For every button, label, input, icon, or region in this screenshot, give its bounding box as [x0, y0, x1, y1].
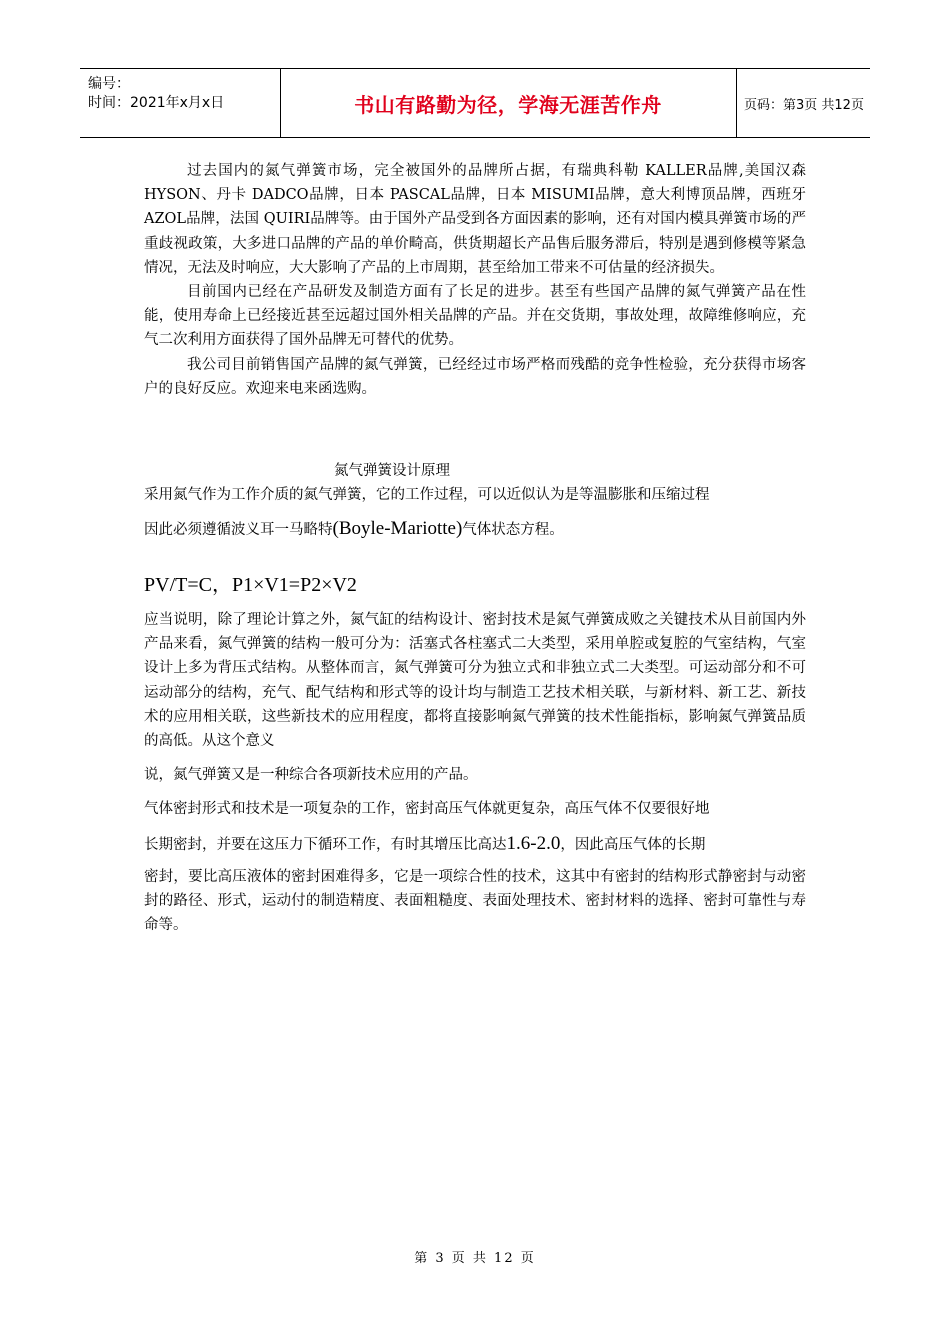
paragraph-1: 过去国内的氮气弹簧市场，完全被国外的品牌所占据，有瑞典科勒 KALLER品牌,美国汉森 HYSON、丹卡 DADCO品牌，日本 PASCAL品牌，日本 MISUMI品牌，意大利博顶品牌，西班牙 AZOL品牌，法国 QUIRI品牌等。由于国外产品受到各方面因素的影响，还有对国内模具弹簧市场的严重歧视政策，大多进口品牌的产品的单价畸高，供货期超长产品售后服务滞后，特别是遇到修模等紧急情况，无法及时响应，大大影响了产品的上市周期，甚至给加工带来不可估量的经济损失。 — [144, 163, 806, 276]
paragraph-9-part-a: 长期密封，并要在这压力下循环工作，有时其增压比高达 — [144, 836, 507, 853]
paragraph-7: 说，氮气弹簧又是一种综合各项新技术应用的产品。 — [144, 767, 478, 784]
boyle-mariotte-term: (Boyle-Mariotte) — [332, 518, 463, 540]
gas-law-formula: PV/T=C，P1×V1=P2×V2 — [144, 574, 357, 596]
date-line: 时间：2021年x月x日 — [88, 95, 225, 111]
doc-number-label: 编号： — [88, 76, 130, 92]
header-motto-cell — [280, 69, 737, 137]
paragraph-5-part-c: 气体状态方程。 — [462, 522, 564, 539]
motto-text: 书山有路勤为径，学海无涯苦作舟 — [354, 92, 662, 117]
paragraph-9-part-c: ，因此高压气体的长期 — [560, 836, 706, 853]
paragraph-6: 应当说明，除了理论计算之外，氮气缸的结构设计、密封技术是氮气弹簧成败之关键技术从目前国内外产品来看，氮气弹簧的结构一般可分为：活塞式各柱塞式二大类型，采用单腔或复腔的气室结构，气室设计上多为背压式结构。从整体而言，氮气弹簧可分为独立式和非独立式二大类型。可运动部分和不可运动部分的结构，充气、配气结构和形式等的设计均与制造工艺技术相关联，与新材料、新工艺、新技术的应用相关联，这些新技术的应用程度，都将直接影响氮气弹簧的技术性能指标，影响氮气弹簧品质的高低。从这个意义 — [144, 612, 806, 750]
paragraph-9 — [144, 832, 806, 857]
paragraph-5-part-a: 因此必须遵循波义耳一马略特 — [144, 522, 333, 539]
paragraph-4: 采用氮气作为工作介质的氮气弹簧，它的工作过程，可以近似认为是等温膨胀和压缩过程 — [144, 487, 710, 503]
paragraph-8: 气体密封形式和技术是一项复杂的工作，密封高压气体就更复杂，高压气体不仅要很好地 — [144, 801, 710, 818]
section-title: 氮气弹簧设计原理 — [334, 463, 450, 479]
intro-section — [144, 159, 806, 401]
pressure-ratio-value: 1.6-2.0 — [506, 832, 561, 854]
paragraph-5 — [144, 517, 806, 542]
paragraph-10: 密封，要比高压液体的密封困难得多，它是一项综合性的技术，这其中有密封的结构形式静密封与动密封的路径、形式，运动付的制造精度、表面粗糙度、表面处理技术、密封材料的选择、密封可靠性与寿命等。 — [144, 868, 806, 934]
paragraph-3: 我公司目前销售国产品牌的氮气弹簧，已经经过市场严格而残酷的竞争性检验，充分获得市场客户的良好反应。欢迎来电来函选购。 — [144, 356, 806, 397]
design-section — [144, 608, 806, 937]
principle-section — [144, 483, 806, 542]
page-footer: 第 3 页 共 12 页 — [414, 1251, 536, 1266]
header-meta-cell — [80, 69, 281, 137]
paragraph-2: 目前国内已经在产品研发及制造方面有了长足的进步。甚至有些国产品牌的氮气弹簧产品在性能，使用寿命上已经接近甚至远超过国外相关品牌的产品。并在交货期，事故处理，故障维修响应，充气二次利用方面获得了国外品牌无可替代的优势。 — [144, 284, 806, 349]
header-page-info: 页码：第3页 共12页 — [744, 97, 864, 113]
header-page-cell — [736, 69, 870, 137]
header-table — [80, 68, 870, 138]
